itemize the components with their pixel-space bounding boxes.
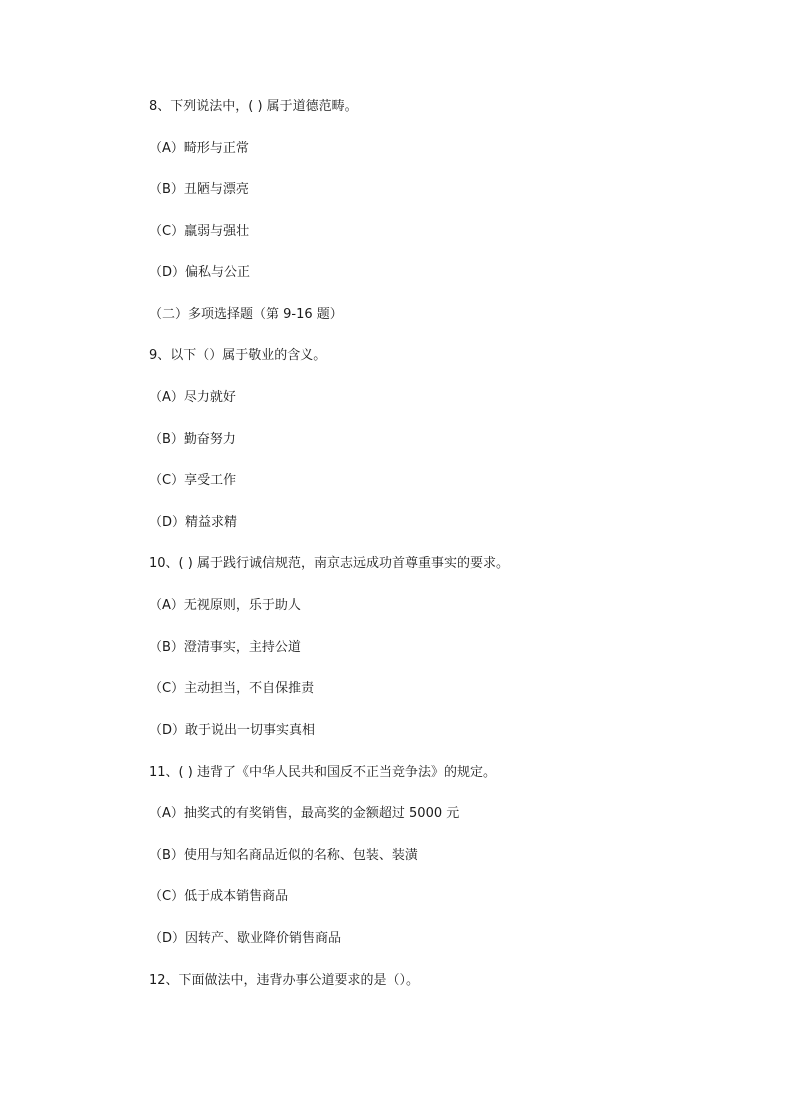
question-11: 11、( ) 违背了《中华人民共和国反不正当竞争法》的规定。 xyxy=(149,765,496,780)
option-8-a: （A）畸形与正常 xyxy=(149,141,249,156)
option-11-d: （D）因转产、歇业降价销售商品 xyxy=(149,931,342,946)
option-11-a: （A）抽奖式的有奖销售，最高奖的金额超过 5000 元 xyxy=(149,806,460,821)
option-10-d: （D）敢于说出一切事实真相 xyxy=(149,723,316,738)
option-8-b: （B）丑陋与漂亮 xyxy=(149,182,249,197)
question-10: 10、( ) 属于践行诚信规范，南京志远成功首尊重事实的要求。 xyxy=(149,556,509,571)
option-10-c: （C）主动担当，不自保推责 xyxy=(149,681,315,696)
option-8-c: （C）羸弱与强壮 xyxy=(149,224,250,239)
option-9-b: （B）勤奋努力 xyxy=(149,432,236,447)
question-12: 12、下面做法中，违背办事公道要求的是（）。 xyxy=(149,973,420,988)
question-9: 9、以下（）属于敬业的含义。 xyxy=(149,348,327,363)
option-8-d: （D）偏私与公正 xyxy=(149,265,251,280)
option-11-c: （C）低于成本销售商品 xyxy=(149,889,289,904)
section-heading-multi: （二）多项选择题（第 9-16 题） xyxy=(149,307,343,322)
question-8: 8、下列说法中，( ) 属于道德范畴。 xyxy=(149,99,358,114)
option-10-a: （A）无视原则，乐于助人 xyxy=(149,598,301,613)
option-9-a: （A）尽力就好 xyxy=(149,390,236,405)
option-11-b: （B）使用与知名商品近似的名称、包装、装潢 xyxy=(149,848,418,863)
option-9-c: （C）享受工作 xyxy=(149,473,237,488)
option-9-d: （D）精益求精 xyxy=(149,515,238,530)
option-10-b: （B）澄清事实，主持公道 xyxy=(149,640,301,655)
